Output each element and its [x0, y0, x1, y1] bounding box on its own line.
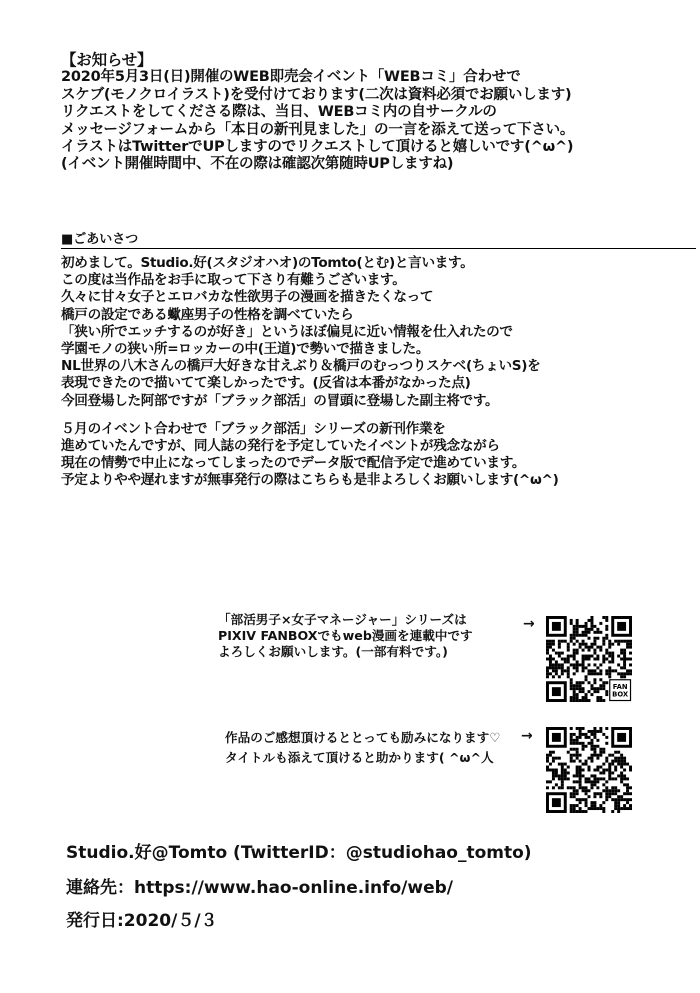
fanbox-qr-code[interactable]: [546, 616, 632, 702]
feedback-promo-text: [225, 730, 501, 766]
greeting-line: 表現できたので描いてて楽しかったです。(反省は本番がなかった点): [61, 375, 471, 392]
fanbox-badge-label: FAN: [612, 682, 628, 691]
greeting-line: NL世界の八木さんの橋戸大好きな甘えぶり＆橋戸のむっつりスケベ(ちょいS)を: [61, 358, 541, 375]
notice-section: [61, 52, 574, 174]
notice-line: 2020年5月3日(日)開催のWEB即売会イベント「WEBコミ」合わせで: [61, 69, 521, 86]
notice-line: イラストはTwitterでUPしますのでリクエストして頂けると嬉しいです(^ω^): [61, 139, 574, 156]
feedback-promo-line: タイトルも添えて頂けると助かります( ^ω^人: [225, 750, 494, 765]
fanbox-promo-line: PIXIV FANBOXでもweb漫画を連載中です: [218, 628, 473, 643]
feedback-qr-code[interactable]: [546, 727, 632, 813]
greeting-line: ５月のイベント合わせで「ブラック部活」シリーズの新刊作業を: [61, 420, 446, 437]
arrow-right-icon: →: [521, 728, 533, 744]
greeting-line: 久々に甘々女子とエロバカな性欲男子の漫画を描きたくなって: [61, 289, 434, 306]
fanbox-promo-line: よろしくお願いします。(一部有料です。): [218, 644, 448, 659]
greeting-line: 学園モノの狭い所=ロッカーの中(王道)で勢いで描きました。: [61, 341, 430, 358]
greeting-section: [61, 255, 559, 490]
greeting-line: 橋戸の設定である蠍座男子の性格を調べていたら: [61, 306, 354, 323]
greeting-line: 今回登場した阿部ですが「ブラック部活」の冒頭に登場した副主将です。: [61, 392, 499, 409]
feedback-promo-line: 作品のご感想頂けるととっても励みになります♡: [225, 730, 501, 745]
greeting-heading: ■ごあいさつ: [61, 232, 696, 249]
greeting-line: 現在の情勢で中止になってしまったのでデータ版で配信予定で進めています。: [61, 455, 526, 472]
notice-highlight: 「本日の新刊見ました」: [216, 121, 375, 138]
author-line: Studio.好@Tomto (TwitterID：@studiohao_tomto): [66, 843, 532, 863]
greeting-line: 「狭い所でエッチするのが好き」というほぼ偏見に近い情報を仕入れたので: [61, 323, 513, 340]
greeting-line: この度は当作品をお手に取って下さり有難うございます。: [61, 272, 406, 289]
notice-line4-suffix: の一言を添えて送って下さい。: [374, 121, 575, 138]
greeting-line: 進めていたんですが、同人誌の発行を予定していたイベントが残念ながら: [61, 438, 500, 455]
notice-line: [61, 122, 574, 139]
arrow-right-icon: →: [523, 616, 535, 632]
greeting-line: 初めまして。Studio.好(スタジオハオ)のTomto(とむ)と言います。: [61, 255, 474, 271]
greeting-line: 予定よりやや遅れますが無事発行の際はこちらも是非よろしくお願いします(^ω^): [61, 472, 559, 489]
notice-line: (イベント開催時間中、不在の際は確認次第随時UPしますね): [61, 156, 454, 173]
notice-line: リクエストをしてくださる際は、当日、WEBコミ内の自サークルの: [61, 104, 497, 121]
notice-line4-prefix: メッセージフォームから: [61, 121, 217, 138]
notice-line: スケブ(モノクロイラスト)を受付けております(二次は資料必須でお願いします): [61, 86, 572, 103]
notice-heading: 【お知らせ】: [61, 51, 153, 69]
contact-link[interactable]: 連絡先：https://www.hao-online.info/web/: [66, 878, 454, 898]
fanbox-badge-label: BOX: [612, 690, 629, 699]
publish-date: 発行日:2020/５/３: [66, 911, 218, 931]
fanbox-promo-text: [218, 612, 473, 660]
fanbox-promo-line: 「部活男子×女子マネージャー」シリーズは: [218, 612, 467, 627]
